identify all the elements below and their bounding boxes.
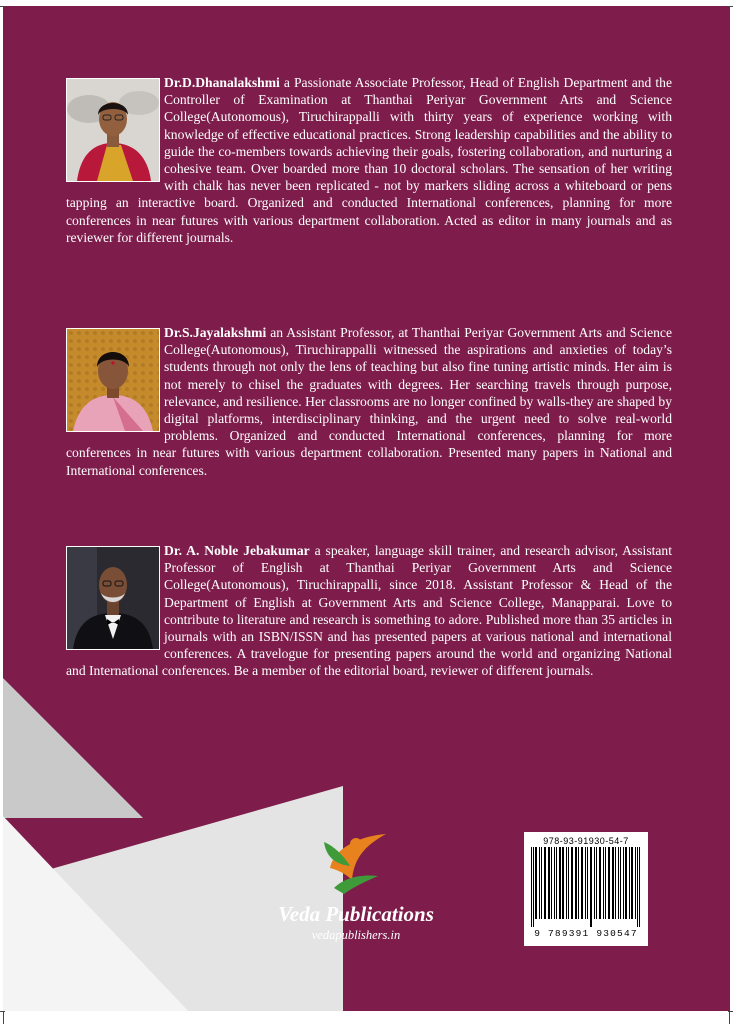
author-description: an Assistant Professor, at Thanthai Periyar Government Arts and Science College(Autonomous), Tiruchirappalli witnessed the aspirations and anxieties of today’s students through not only the lens of teaching but also fine tuning artistic minds. Her aim is not merely to chisel the graduates with degrees. Her searching travels through purpose, relevance, and resilience. Her classrooms are no longer confined by walls-they are shaped by digital platforms, interdisciplinary thinking, and the urgent need to solve real-world problems. Organized and conducted International conferences, planning for more conferences in near futures with various department collaboration. Presented many papers in National and International conferences. bbox=[66, 325, 672, 478]
barcode-bar bbox=[559, 847, 561, 919]
publisher-emblem-icon bbox=[316, 824, 396, 896]
barcode-bar bbox=[562, 847, 564, 919]
publisher-name: Veda Publications bbox=[278, 902, 434, 926]
barcode-bar bbox=[594, 847, 595, 919]
author-description: a speaker, language skill trainer, and research advisor, Assistant Professor of English at Thanthai Periyar Government Arts and Science College(Autonomous), Tiruchirappalli, since 2018. Assistant Professor & Head of the Department of English at Government Arts and Science College, Manapparai. Love to contribute to literature and research is something to adore. Published more than 35 articles in journals with an ISBN/ISSN and has presented papers at various national and international conferences. A travelogue for presenting papers around the world and organizing National and International conferences. Be a member of the editorial board, reviewer of different journals. bbox=[66, 543, 672, 679]
barcode-bar bbox=[596, 847, 597, 919]
crop-mark bbox=[729, 1012, 730, 1024]
isbn-barcode bbox=[524, 832, 648, 946]
barcode-bar bbox=[603, 847, 604, 919]
barcode-bar bbox=[615, 847, 616, 919]
barcode-bar bbox=[629, 847, 630, 919]
author-name: Dr.S.Jayalakshmi bbox=[164, 325, 267, 340]
barcode-bar bbox=[554, 847, 555, 919]
barcode-bar bbox=[631, 847, 633, 919]
publisher-logo bbox=[271, 824, 441, 943]
author-bio-jebakumar bbox=[66, 542, 672, 680]
author-photo bbox=[66, 546, 160, 650]
publisher-website: vedapublishers.in bbox=[311, 928, 401, 942]
barcode-bar bbox=[620, 847, 621, 919]
isbn-number: 978-93-91930-54-7 bbox=[543, 836, 629, 846]
barcode-bar bbox=[639, 847, 640, 927]
barcode-bar bbox=[637, 847, 638, 927]
barcode-bar bbox=[548, 847, 550, 919]
barcode-bar bbox=[599, 847, 601, 919]
barcode-bar bbox=[551, 847, 552, 919]
author-bio-dhanalakshmi bbox=[66, 74, 672, 246]
barcode-bar bbox=[541, 847, 542, 919]
author-name: Dr. A. Noble Jebakumar bbox=[164, 543, 310, 558]
back-cover bbox=[3, 6, 730, 1011]
barcode-bar bbox=[581, 847, 583, 919]
barcode-bar bbox=[608, 847, 610, 919]
barcode-bar bbox=[539, 847, 540, 919]
author-name: Dr.D.Dhanalakshmi bbox=[164, 75, 280, 90]
barcode-bar bbox=[612, 847, 614, 919]
decorative-shape bbox=[3, 678, 143, 818]
barcode-bar bbox=[544, 847, 546, 919]
barcode-bar bbox=[575, 847, 577, 919]
barcode-bar bbox=[625, 847, 627, 919]
crop-mark bbox=[3, 1012, 4, 1024]
barcode-bar bbox=[568, 847, 569, 919]
barcode-bar bbox=[585, 847, 586, 919]
author-photo bbox=[66, 78, 160, 182]
barcode-bar bbox=[535, 847, 537, 919]
barcode-bar bbox=[618, 847, 619, 919]
author-description: a Passionate Associate Professor, Head of English Department and the Controller of Examination at Thanthai Periyar Government Arts and Science College(Autonomous), Tiruchirappalli with thirty years of experience working with knowledge of effective educational practices. Strong leadership capabilities and the ability to guide the co-members towards achieving their goals, fostering collaboration, and nurturing a cohesive team. Over boarded more than 10 doctoral scholars. The sensation of her writing with chalk has never been replicated - not by markers sliding across a whiteboard or pens tapping an interactive board. Organized and conducted International conferences, planning for more conferences in near futures with various department collaboration. Acted as editor in many journals and as reviewer for different journals. bbox=[66, 75, 672, 245]
barcode-bars-icon bbox=[529, 847, 643, 927]
barcode-bar bbox=[605, 847, 606, 919]
crop-mark bbox=[0, 6, 5, 7]
barcode-digits: 9 789391 930547 bbox=[534, 928, 638, 939]
barcode-bar bbox=[587, 847, 588, 919]
barcode-bar bbox=[578, 847, 579, 919]
barcode-bar bbox=[556, 847, 557, 919]
author-bio-jayalakshmi bbox=[66, 324, 672, 479]
barcode-bar bbox=[531, 847, 532, 927]
barcode-bar bbox=[590, 847, 592, 927]
barcode-bar bbox=[533, 847, 534, 927]
author-photo bbox=[66, 328, 160, 432]
barcode-bar bbox=[623, 847, 624, 919]
barcode-bar bbox=[635, 847, 636, 919]
barcode-bar bbox=[566, 847, 567, 919]
crop-mark bbox=[728, 6, 733, 7]
barcode-bar bbox=[571, 847, 573, 919]
